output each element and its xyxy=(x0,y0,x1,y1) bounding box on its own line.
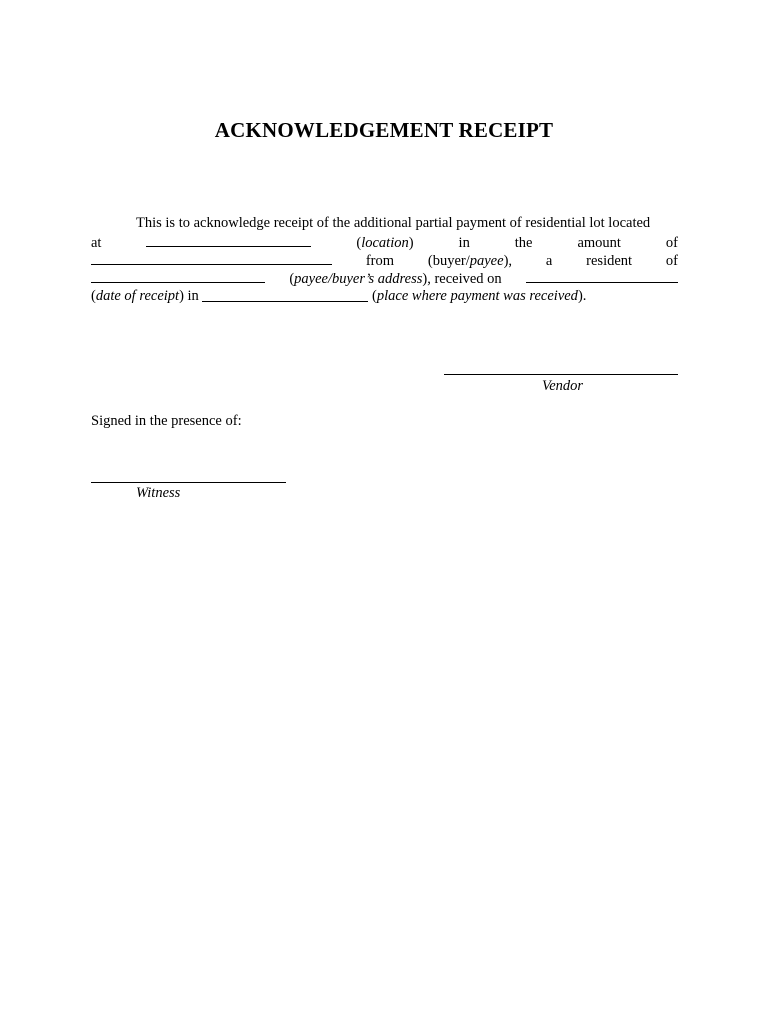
document-title: ACKNOWLEDGEMENT RECEIPT xyxy=(214,118,554,142)
word-of-2: of xyxy=(665,253,678,269)
paragraph-line-4 xyxy=(91,269,678,287)
paragraph-line-5 xyxy=(91,287,678,305)
date-label: (date of receipt) in xyxy=(91,288,199,304)
paragraph-line-1 xyxy=(91,214,678,232)
paragraph-line-2 xyxy=(91,233,678,251)
location-label: (location) xyxy=(356,235,414,251)
word-resident: resident xyxy=(586,253,633,269)
witness-label: Witness xyxy=(136,485,181,501)
witness-signature-line xyxy=(91,482,286,483)
buyer-payee-label: (buyer/payee), xyxy=(427,253,513,269)
paragraph-line-3 xyxy=(91,251,678,269)
word-amount: amount xyxy=(577,235,621,251)
word-in: in xyxy=(458,235,470,251)
word-at: at xyxy=(91,235,102,251)
address-label: (payee/buyer’s address), received on xyxy=(289,271,502,287)
word-from: from xyxy=(365,253,395,269)
place-blank xyxy=(202,288,368,302)
presence-text: Signed in the presence of: xyxy=(91,413,242,429)
word-of: of xyxy=(665,235,678,251)
address-blank xyxy=(91,269,265,283)
paragraph-text: This is to acknowledge receipt of the additional partial payment of residential lot located xyxy=(136,215,651,231)
vendor-label: Vendor xyxy=(542,378,584,394)
location-blank xyxy=(146,233,311,247)
date-blank xyxy=(526,269,678,283)
place-label: (place where payment was received). xyxy=(372,288,587,304)
vendor-signature-line xyxy=(444,374,678,375)
amount-blank xyxy=(91,251,332,265)
word-a: a xyxy=(545,253,553,269)
word-the: the xyxy=(514,235,533,251)
